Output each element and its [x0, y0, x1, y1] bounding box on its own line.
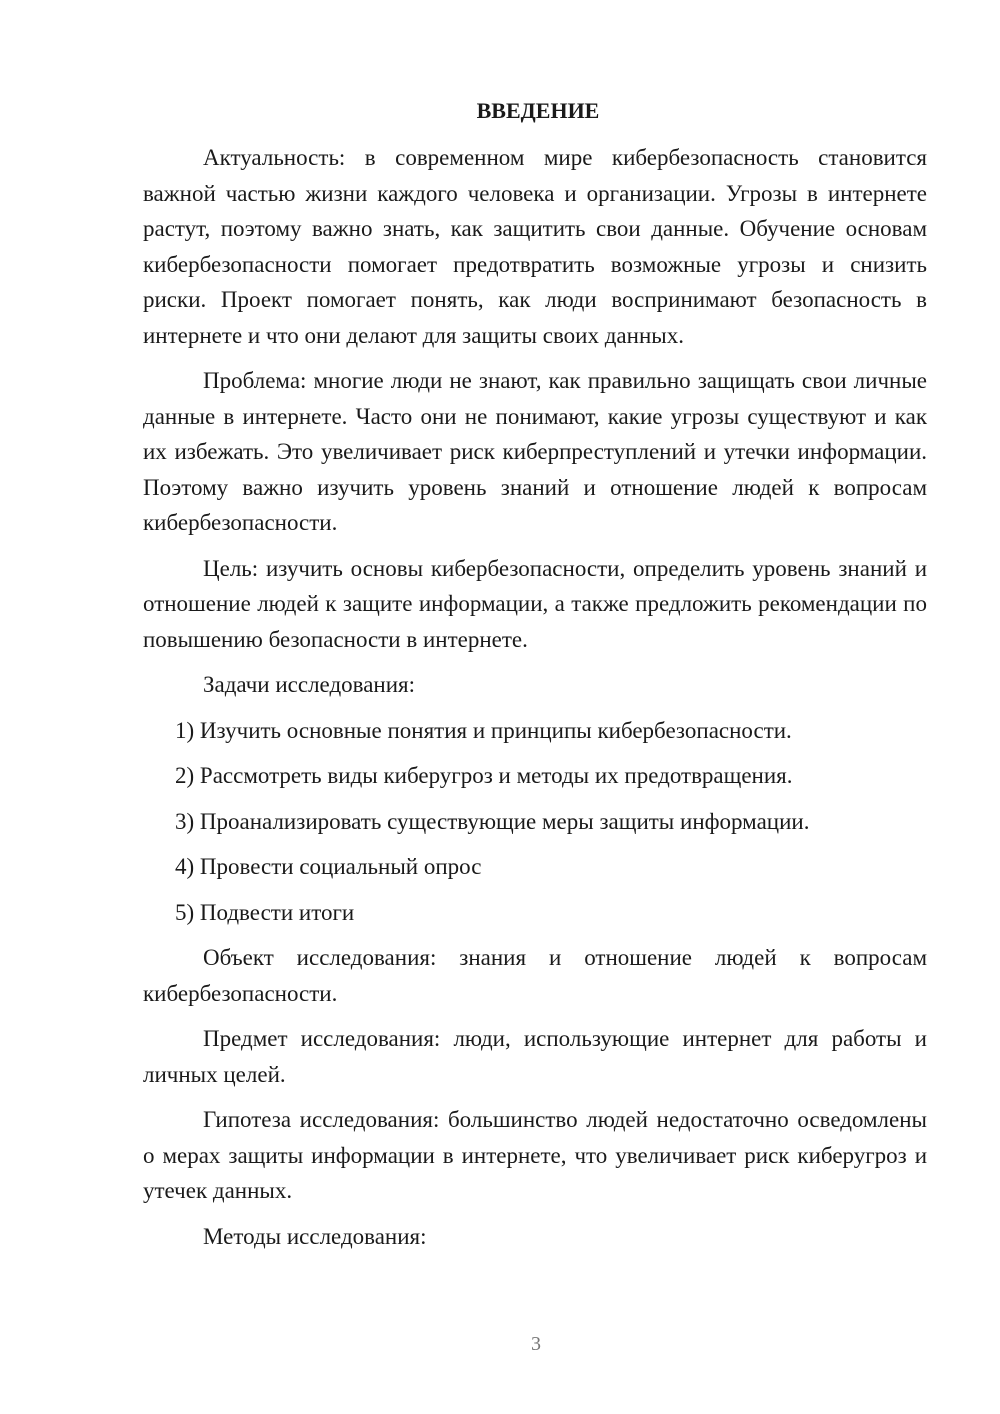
- page-number: 3: [531, 1333, 541, 1355]
- tasks-heading: Задачи исследования:: [203, 672, 416, 697]
- problem-paragraph: Проблема: многие люди не знают, как правильно защищать свои личные данные в интернете. Часто они не понимают, какие угрозы существуют и как их избежать. Это увеличивает риск киберпреступлений и утечки информации. Поэтому важно изучить уровень знаний и отношение людей к вопросам кибербезопасности.: [143, 368, 927, 535]
- hypothesis-paragraph: Гипотеза исследования: большинство людей недостаточно осведомлены о мерах защиты информации в интернете, что увеличивает риск киберугроз и утечек данных.: [143, 1107, 927, 1203]
- task-item: 5) Подвести итоги: [175, 899, 355, 925]
- task-item: 2) Рассмотреть виды киберугроз и методы их предотвращения.: [175, 763, 793, 788]
- task-item: 4) Провести социальный опрос: [175, 854, 482, 879]
- goal-paragraph: Цель: изучить основы кибербезопасности, определить уровень знаний и отношение людей к защите информации, а также предложить рекомендации по повышению безопасности в интернете.: [143, 555, 927, 652]
- section-heading: ВВЕДЕНИЕ: [476, 98, 600, 123]
- task-item: 3) Проанализировать существующие меры защиты информации.: [175, 808, 810, 834]
- subject-paragraph: Предмет исследования: люди, использующие интернет для работы и личных целей.: [143, 1026, 927, 1087]
- task-item: 1) Изучить основные понятия и принципы кибербезопасности.: [175, 717, 792, 743]
- page-content: [143, 92, 927, 1264]
- tasks-list: [143, 713, 927, 931]
- relevance-paragraph: Актуальность: в современном мире кибербезопасность становится важной частью жизни каждого человека и организации. Угрозы в интернете растут, поэтому важно знать, как защитить свои данные. Обучение основам кибербезопасности помогает предотвратить возможные угрозы и снизить риски. Проект помогает понять, как люди воспринимают безопасность в интернете и что они делают для защиты своих данных.: [143, 145, 927, 348]
- methods-heading: Методы исследования:: [203, 1223, 427, 1249]
- object-paragraph: Объект исследования: знания и отношение людей к вопросам кибербезопасности.: [143, 945, 927, 1006]
